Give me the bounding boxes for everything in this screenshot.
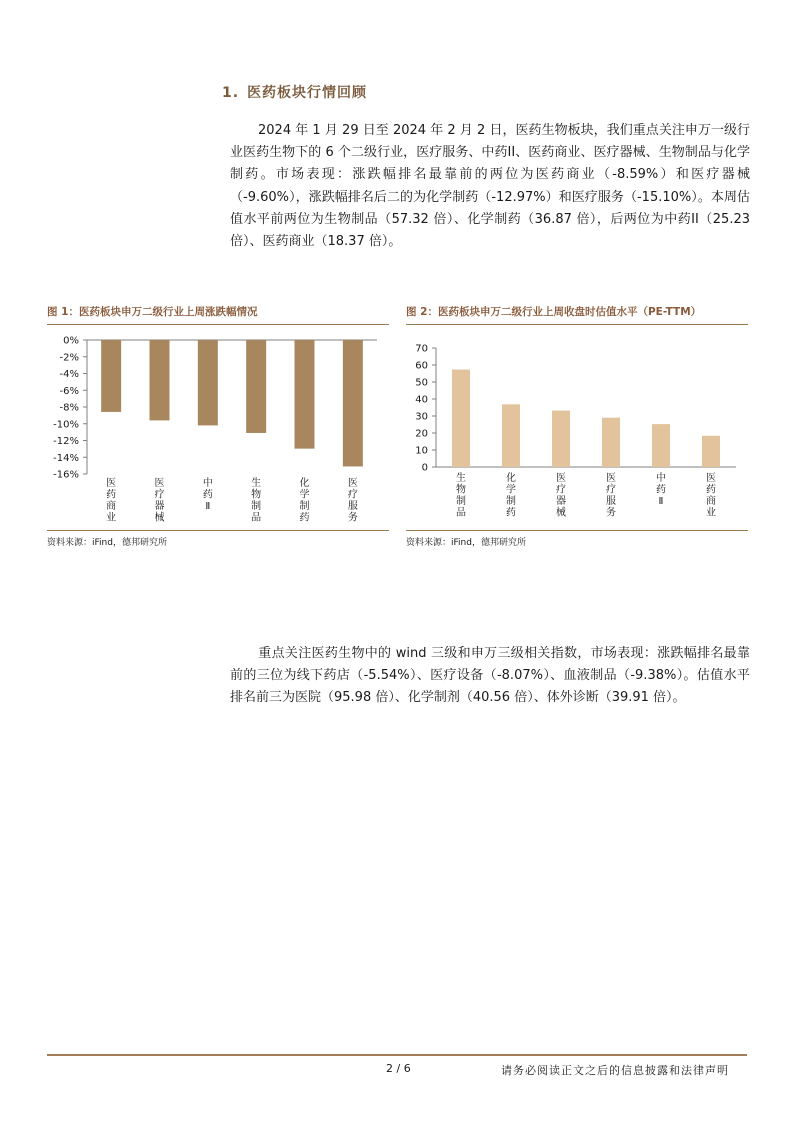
figure2-title: 图 2：医药板块申万二级行业上周收盘时估值水平（PE-TTM）	[406, 306, 702, 318]
section-heading	[222, 82, 367, 102]
bar	[702, 436, 720, 467]
bar	[552, 411, 570, 467]
y-tick-label: 50	[415, 377, 428, 389]
y-tick-label: 20	[415, 428, 428, 440]
section-title: 医药板块行情回顾	[247, 85, 368, 101]
paragraph-market-review	[230, 120, 750, 253]
y-tick-label: 60	[415, 360, 428, 372]
category-label: 医疗器械	[154, 478, 165, 524]
y-tick-label: -8%	[59, 402, 79, 414]
bar	[101, 340, 121, 412]
category-label: 医药商业	[106, 478, 117, 524]
category-label: 医药商业	[706, 473, 716, 519]
figure2-source: 资料来源：iFind，德邦研究所	[406, 538, 526, 548]
y-tick-label: -2%	[59, 352, 79, 364]
bar	[246, 340, 266, 433]
bar	[295, 340, 315, 449]
bar	[343, 340, 363, 466]
category-label: 化学制药	[299, 478, 310, 524]
bar	[452, 370, 470, 467]
figure1-source: 资料来源：iFind，德邦研究所	[47, 538, 167, 548]
figure1-chart	[47, 326, 389, 528]
y-tick-label: 40	[415, 394, 428, 406]
bar	[198, 340, 218, 425]
y-tick-label: 0	[421, 462, 428, 474]
figure2-top-rule	[406, 324, 748, 325]
footer-rule	[47, 1054, 747, 1056]
category-label: 医疗器械	[556, 473, 566, 519]
bar	[652, 424, 670, 467]
y-tick-label: -4%	[59, 369, 79, 380]
y-tick-label: 30	[415, 411, 428, 423]
figure1-top-rule	[47, 324, 389, 325]
y-tick-label: -14%	[53, 452, 79, 464]
category-label: 生物制品	[456, 473, 466, 519]
figure2-bottom-rule	[406, 530, 748, 531]
page-number: 2 / 6	[386, 1062, 411, 1075]
category-label: 医疗服务	[347, 478, 358, 524]
y-tick-label: 10	[415, 445, 428, 457]
paragraph-index-review-text: 重点关注医药生物中的 wind 三级和申万三级相关指数，市场表现：涨跌幅排名最靠前的三位为线下药店（-5.54%）、医疗设备（-8.07%）、血液制品（-9.38%）。估值水平排名前三为医院（95.98 倍）、化学制剂（40.56 倍）、体外诊断（39.91 倍）。	[230, 646, 750, 706]
paragraph-index-review	[230, 643, 750, 710]
category-label: 化学制药	[506, 473, 516, 519]
y-tick-label: -6%	[59, 385, 79, 397]
category-label: 中药 Ⅱ	[656, 473, 666, 507]
section-number: 1.	[222, 85, 240, 101]
y-tick-label: -12%	[53, 436, 79, 447]
y-tick-label: -10%	[53, 419, 79, 431]
bar	[602, 418, 620, 467]
y-tick-label: 0%	[63, 335, 79, 347]
figure1-bottom-rule	[47, 530, 389, 531]
bar	[502, 404, 520, 467]
y-tick-label: -16%	[53, 469, 79, 481]
paragraph-market-review-text: 2024 年 1 月 29 日至 2024 年 2 月 2 日，医药生物板块，我们重点关注申万一级行业医药生物下的 6 个二级行业，医疗服务、中药II、医药商业、医疗器械、生物制品与化学制药。市场表现：涨跌幅排名最靠前的两位为医药商业（-8.59%）和医疗器械（-9.60%），涨跌幅排名后二的为化学制药（-12.97%）和医疗服务（-15.10%）。本周估值水平前两位为生物制品（57.32 倍）、化学制药（36.87 倍），后两位为中药II（25.23 倍）、医药商业（18.37 倍）。	[230, 123, 750, 250]
footer-disclaimer: 请务必阅读正文之后的信息披露和法律声明	[501, 1064, 729, 1077]
y-tick-label: 70	[415, 343, 428, 355]
figure1-title: 图 1：医药板块申万二级行业上周涨跌幅情况	[47, 306, 258, 318]
bar	[150, 340, 170, 420]
category-label: 生物制品	[251, 478, 262, 524]
figure2-chart	[406, 326, 748, 528]
category-label: 医疗服务	[606, 473, 616, 519]
category-label: 中药 Ⅱ	[202, 478, 213, 512]
